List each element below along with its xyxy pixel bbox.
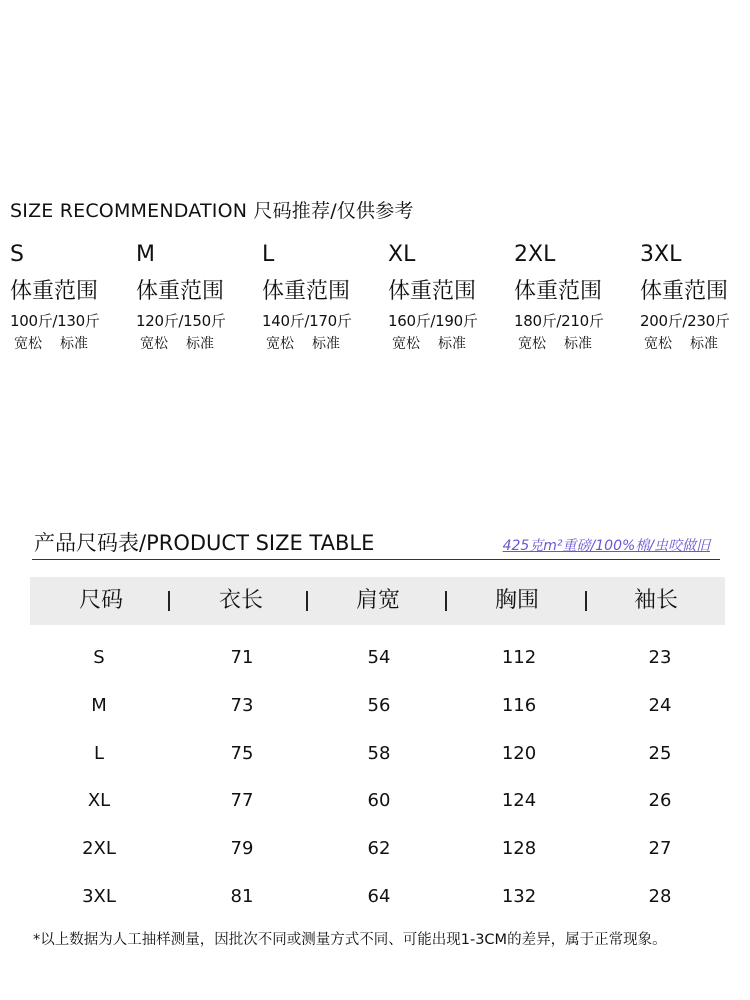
cell-size: M bbox=[91, 695, 107, 716]
header-chest: 胸围 bbox=[494, 588, 540, 613]
cell-sleeve: 26 bbox=[648, 790, 672, 811]
recommendation-fit bbox=[14, 333, 88, 353]
header-shoulder: 肩宽 bbox=[355, 588, 401, 613]
table-row bbox=[0, 739, 750, 769]
fit-standard-label: 标准 bbox=[564, 336, 592, 352]
recommendation-weight-range: 200斤/230斤 bbox=[640, 312, 730, 330]
recommendation-weight-label: 体重范围 bbox=[136, 279, 225, 304]
recommendation-fit bbox=[140, 333, 214, 353]
header-separator bbox=[445, 591, 447, 611]
cell-size: XL bbox=[87, 790, 111, 811]
fit-loose-label: 宽松 bbox=[518, 336, 546, 352]
cell-length: 75 bbox=[230, 743, 254, 764]
recommendation-size: S bbox=[10, 242, 24, 267]
fit-loose-label: 宽松 bbox=[266, 336, 294, 352]
recommendation-weight-range: 120斤/150斤 bbox=[136, 312, 226, 330]
fit-loose-label: 宽松 bbox=[392, 336, 420, 352]
recommendation-size: 2XL bbox=[514, 242, 556, 267]
recommendation-size: M bbox=[136, 242, 155, 267]
fit-standard-label: 标准 bbox=[312, 336, 340, 352]
cell-shoulder: 54 bbox=[367, 647, 391, 668]
fit-standard-label: 标准 bbox=[438, 336, 466, 352]
title-divider bbox=[32, 559, 720, 560]
cell-length: 77 bbox=[230, 790, 254, 811]
cell-chest: 132 bbox=[501, 886, 537, 907]
recommendation-weight-range: 140斤/170斤 bbox=[262, 312, 352, 330]
fit-standard-label: 标准 bbox=[186, 336, 214, 352]
fit-loose-label: 宽松 bbox=[644, 336, 672, 352]
recommendation-weight-range: 180斤/210斤 bbox=[514, 312, 604, 330]
recommendation-fit bbox=[266, 333, 340, 353]
recommendation-weight-label: 体重范围 bbox=[640, 279, 729, 304]
recommendation-size: L bbox=[262, 242, 275, 267]
header-separator bbox=[306, 591, 308, 611]
cell-shoulder: 58 bbox=[367, 743, 391, 764]
fit-loose-label: 宽松 bbox=[140, 336, 168, 352]
fit-standard-label: 标准 bbox=[690, 336, 718, 352]
recommendation-weight-label: 体重范围 bbox=[10, 279, 99, 304]
header-size: 尺码 bbox=[78, 588, 124, 613]
cell-chest: 128 bbox=[501, 838, 537, 859]
cell-shoulder: 64 bbox=[367, 886, 391, 907]
size-recommendation-list bbox=[10, 240, 750, 360]
table-row bbox=[0, 882, 750, 912]
cell-chest: 120 bbox=[501, 743, 537, 764]
cell-sleeve: 28 bbox=[648, 886, 672, 907]
cell-sleeve: 27 bbox=[648, 838, 672, 859]
recommendation-size: XL bbox=[388, 242, 416, 267]
header-separator bbox=[585, 591, 587, 611]
cell-size: 2XL bbox=[82, 838, 116, 859]
recommendation-weight-label: 体重范围 bbox=[514, 279, 603, 304]
header-sleeve: 袖长 bbox=[633, 588, 679, 613]
cell-length: 81 bbox=[230, 886, 254, 907]
cell-length: 73 bbox=[230, 695, 254, 716]
cell-shoulder: 56 bbox=[367, 695, 391, 716]
measurement-footnote: *以上数据为人工抽样测量，因批次不同或测量方式不同、可能出现1-3CM的差异，属于正常现象。 bbox=[33, 932, 667, 948]
cell-sleeve: 23 bbox=[648, 647, 672, 668]
cell-shoulder: 62 bbox=[367, 838, 391, 859]
fabric-note: 425克m²重磅/100%棉/虫咬做旧 bbox=[502, 538, 710, 554]
cell-chest: 116 bbox=[501, 695, 537, 716]
cell-sleeve: 25 bbox=[648, 743, 672, 764]
cell-size: S bbox=[93, 647, 105, 668]
table-row bbox=[0, 786, 750, 816]
header-length: 衣长 bbox=[218, 588, 264, 613]
cell-length: 79 bbox=[230, 838, 254, 859]
table-row bbox=[0, 834, 750, 864]
recommendation-fit bbox=[644, 333, 718, 353]
cell-size: 3XL bbox=[82, 886, 116, 907]
fit-standard-label: 标准 bbox=[60, 336, 88, 352]
recommendation-fit bbox=[518, 333, 592, 353]
table-row bbox=[0, 643, 750, 673]
recommendation-weight-range: 100斤/130斤 bbox=[10, 312, 100, 330]
cell-size: L bbox=[93, 743, 105, 764]
fit-loose-label: 宽松 bbox=[14, 336, 42, 352]
recommendation-weight-range: 160斤/190斤 bbox=[388, 312, 478, 330]
recommendation-fit bbox=[392, 333, 466, 353]
cell-shoulder: 60 bbox=[367, 790, 391, 811]
cell-sleeve: 24 bbox=[648, 695, 672, 716]
header-separator bbox=[168, 591, 170, 611]
recommendation-size: 3XL bbox=[640, 242, 682, 267]
recommendation-weight-label: 体重范围 bbox=[262, 279, 351, 304]
size-recommendation-title: SIZE RECOMMENDATION 尺码推荐/仅供参考 bbox=[10, 200, 414, 222]
size-table-title: 产品尺码表/PRODUCT SIZE TABLE bbox=[34, 531, 375, 555]
cell-chest: 124 bbox=[501, 790, 537, 811]
cell-chest: 112 bbox=[501, 647, 537, 668]
table-row bbox=[0, 691, 750, 721]
size-table-header bbox=[30, 577, 725, 625]
recommendation-weight-label: 体重范围 bbox=[388, 279, 477, 304]
cell-length: 71 bbox=[230, 647, 254, 668]
